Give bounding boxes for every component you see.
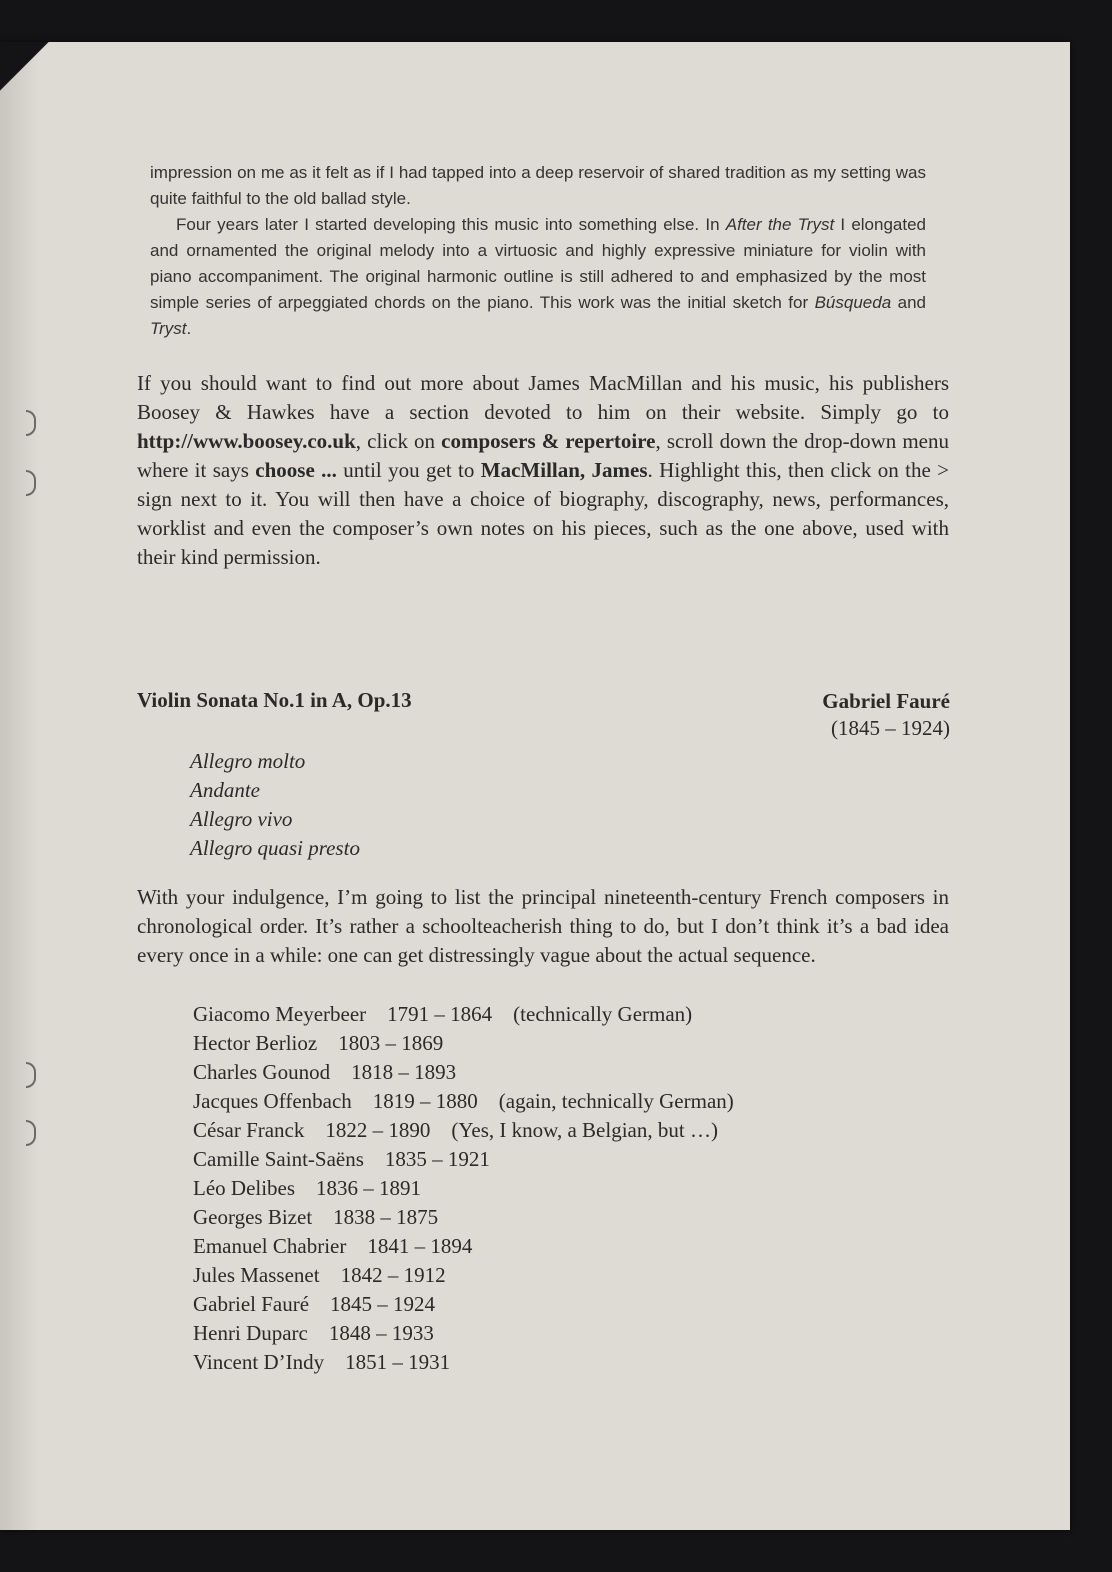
list-item: Hector Berlioz 1803 – 1869 bbox=[193, 1031, 444, 1055]
menu-label: choose ... bbox=[255, 458, 337, 482]
work-title: Búsqueda bbox=[814, 293, 892, 312]
document-page bbox=[0, 42, 1070, 1530]
movement: Andante bbox=[190, 778, 260, 802]
movement: Allegro quasi presto bbox=[190, 836, 360, 860]
list-item: Charles Gounod 1818 – 1893 bbox=[193, 1060, 457, 1084]
quote-paragraph-2: Four years later I started developing this music into something else. In After the Tryst I elongated and ornamented the original melody into a virtuosic and highly expressive miniature for violin with piano accompaniment. The original harmonic outline is still adhered to and emphasized by the most simple series of arpeggiated chords on the piano. This work was the initial sketch for Búsqueda and Tryst. bbox=[150, 215, 926, 338]
website-info-paragraph: If you should want to find out more about James MacMillan and his music, his publishers Boosey & Hawkes have a section devoted to him on their website. Simply go to http://www.boosey.co.uk, click on composers & repertoire, scroll down the drop-down menu where it says choose ... until you get to MacMillan, James. Highlight this, then click on the > sign next to it. You will then have a choice of biography, discography, news, performances, worklist and even the composer’s own notes on his pieces, such as the one above, used with their kind permission. bbox=[137, 371, 949, 569]
composer-credit bbox=[822, 688, 950, 742]
composer-name: Gabriel Fauré bbox=[822, 689, 950, 713]
list-item: Jacques Offenbach 1819 – 1880 (again, technically German) bbox=[193, 1089, 734, 1113]
list-item: Henri Duparc 1848 – 1933 bbox=[193, 1321, 434, 1345]
list-item: Léo Delibes 1836 – 1891 bbox=[193, 1176, 422, 1200]
list-item: Emanuel Chabrier 1841 – 1894 bbox=[193, 1234, 473, 1258]
quote-paragraph-1: impression on me as it felt as if I had tapped into a deep reservoir of shared tradition as my setting was quite faithful to the old ballad style. bbox=[150, 163, 926, 208]
movement: Allegro vivo bbox=[190, 807, 293, 831]
list-item: César Franck 1822 – 1890 (Yes, I know, a Belgian, but …) bbox=[193, 1118, 718, 1142]
list-item: Georges Bizet 1838 – 1875 bbox=[193, 1205, 439, 1229]
list-item: Giacomo Meyerbeer 1791 – 1864 (technically German) bbox=[193, 1002, 693, 1026]
composer-note-quote bbox=[150, 160, 926, 342]
list-item: Gabriel Fauré 1845 – 1924 bbox=[193, 1292, 436, 1316]
menu-label: composers & repertoire bbox=[441, 429, 656, 453]
movement-list bbox=[190, 747, 360, 863]
website-url: http://www.boosey.co.uk bbox=[137, 429, 356, 453]
work-title: After the Tryst bbox=[725, 215, 835, 234]
list-item: Camille Saint-Saëns 1835 – 1921 bbox=[193, 1147, 490, 1171]
movement: Allegro molto bbox=[190, 749, 306, 773]
intro-paragraph: With your indulgence, I’m going to list the principal nineteenth-century French composers in chronological order. It’s rather a schoolteacherish thing to do, but I don’t think it’s a bad idea every once in a while: one can get distressingly vague about the actual sequence. bbox=[137, 885, 949, 967]
list-item: Vincent D’Indy 1851 – 1931 bbox=[193, 1350, 451, 1374]
piece-title: Violin Sonata No.1 in A, Op.13 bbox=[137, 688, 412, 712]
work-title: Tryst bbox=[150, 319, 187, 338]
composer-chronology-list bbox=[193, 1000, 734, 1377]
list-item: Jules Massenet 1842 – 1912 bbox=[193, 1263, 446, 1287]
composer-dates: (1845 – 1924) bbox=[831, 716, 950, 740]
menu-label: MacMillan, James bbox=[480, 458, 648, 482]
